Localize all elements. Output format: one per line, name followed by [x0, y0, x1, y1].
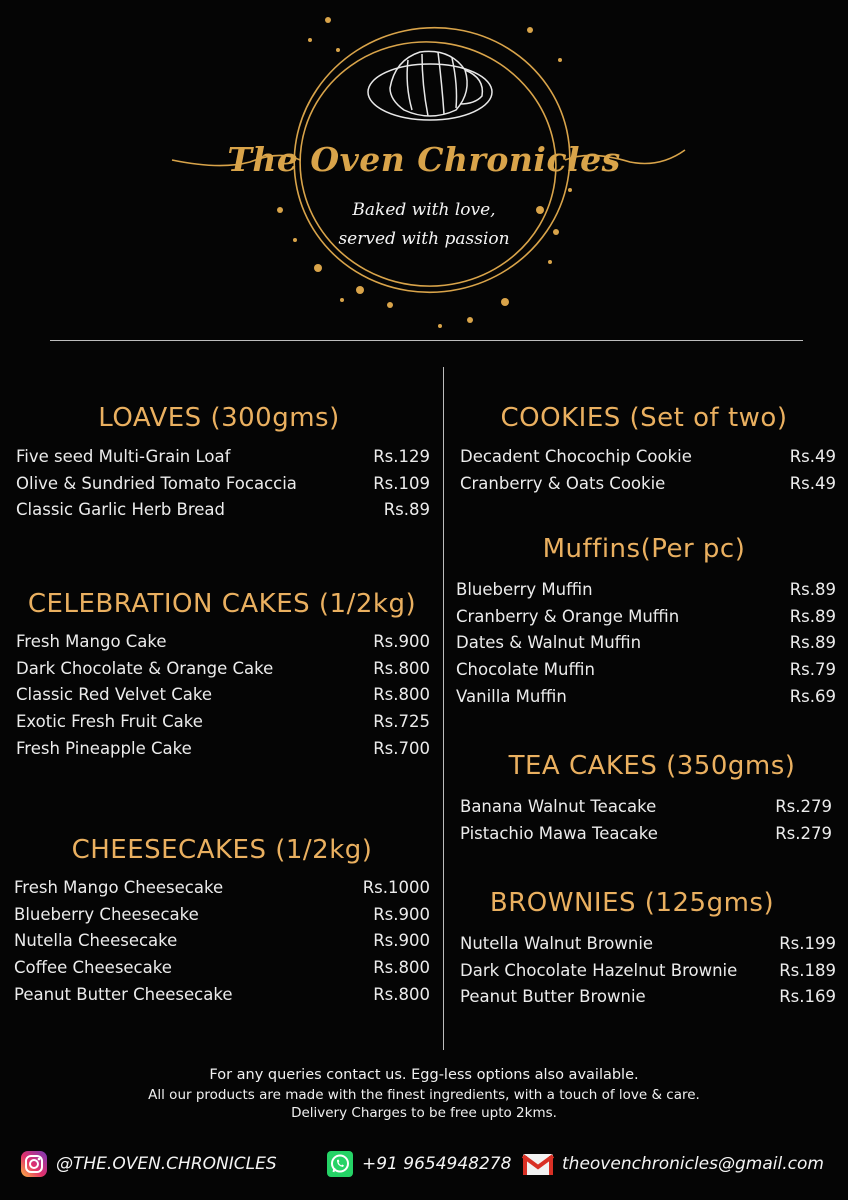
muffins-list	[456, 576, 836, 710]
footer-line-1: For any queries contact us. Egg-less options also available.	[209, 1067, 639, 1083]
footer-line-2: All our products are made with the finest ingredients, with a touch of love & care.	[148, 1087, 700, 1103]
cookies-list	[460, 443, 836, 497]
instagram-contact[interactable]	[20, 1150, 277, 1178]
menu-item-price: Rs.800	[373, 958, 430, 978]
menu-item-name: Peanut Butter Brownie	[460, 987, 646, 1007]
menu-item-name: Pistachio Mawa Teacake	[460, 823, 658, 843]
menu-item	[456, 603, 836, 630]
menu-item	[14, 981, 430, 1008]
menu-item	[460, 930, 836, 957]
menu-item-price: Rs.700	[373, 739, 430, 759]
menu-item	[14, 954, 430, 981]
menu-item-name: Cranberry & Oats Cookie	[460, 473, 666, 493]
menu-item-price: Rs.49	[789, 473, 836, 493]
menu-item	[460, 793, 832, 820]
menu-item	[456, 656, 836, 683]
menu-item-name: Fresh Mango Cake	[16, 631, 167, 651]
brand-name: The Oven Chronicles	[227, 140, 621, 179]
menu-item-price: Rs.800	[373, 685, 430, 705]
menu-item-price: Rs.79	[789, 660, 836, 680]
menu-item-price: Rs.279	[775, 823, 832, 843]
menu-item-name: Five seed Multi-Grain Loaf	[16, 446, 231, 466]
menu-item-name: Fresh Mango Cheesecake	[14, 877, 224, 897]
menu-item-name: Classic Red Velvet Cake	[16, 685, 213, 705]
menu-item	[14, 874, 430, 901]
menu-item	[16, 628, 430, 655]
menu-item-price: Rs.900	[373, 931, 430, 951]
menu-item-name: Dates & Walnut Muffin	[456, 633, 642, 653]
tagline-line-1: Baked with love,	[352, 200, 496, 220]
menu-item	[14, 901, 430, 928]
menu-item-name: Nutella Walnut Brownie	[460, 933, 654, 953]
email-contact[interactable]	[522, 1150, 824, 1178]
whatsapp-contact[interactable]	[326, 1150, 511, 1178]
menu-item-price: Rs.49	[789, 446, 836, 466]
menu-item-price: Rs.800	[373, 985, 430, 1005]
section-title-brownies: BROWNIES (125gms)	[489, 888, 775, 918]
menu-item	[16, 497, 430, 524]
menu-item-price: Rs.900	[373, 904, 430, 924]
menu-item-price: Rs.129	[373, 446, 430, 466]
instagram-icon	[20, 1150, 48, 1178]
menu-item-name: Vanilla Muffin	[456, 687, 567, 707]
menu-item	[456, 683, 836, 710]
menu-item	[16, 443, 430, 470]
menu-item	[16, 655, 430, 682]
menu-item-name: Exotic Fresh Fruit Cake	[16, 712, 203, 732]
column-divider	[443, 367, 444, 1050]
menu-item-name: Decadent Chocochip Cookie	[460, 446, 692, 466]
menu-item	[456, 576, 836, 603]
menu-item-name: Olive & Sundried Tomato Focaccia	[16, 473, 297, 493]
menu-item-name: Nutella Cheesecake	[14, 931, 178, 951]
menu-item	[14, 928, 430, 955]
menu-item	[16, 735, 430, 762]
menu-item-name: Banana Walnut Teacake	[460, 796, 657, 816]
menu-item	[460, 470, 836, 497]
menu-item	[460, 443, 836, 470]
menu-item-name: Classic Garlic Herb Bread	[16, 500, 226, 520]
cheesecakes-list	[14, 874, 430, 1008]
whatsapp-icon	[326, 1150, 354, 1178]
celebration-cakes-list	[16, 628, 430, 762]
menu-item	[16, 682, 430, 709]
menu-item-price: Rs.69	[789, 687, 836, 707]
whatsapp-number: +91 9654948278	[362, 1154, 512, 1174]
menu-item-name: Dark Chocolate & Orange Cake	[16, 658, 274, 678]
email-address: theovenchronicles@gmail.com	[562, 1154, 824, 1174]
menu-item	[16, 470, 430, 497]
menu-item	[16, 708, 430, 735]
section-title-tea-cakes: TEA CAKES (350gms)	[508, 751, 796, 781]
menu-item	[460, 957, 836, 984]
gmail-icon	[522, 1150, 554, 1178]
footer-line-3: Delivery Charges to be free upto 2kms.	[291, 1105, 557, 1121]
menu-item-price: Rs.89	[383, 500, 430, 520]
brownies-list	[460, 930, 836, 1010]
section-title-celebration-cakes: CELEBRATION CAKES (1/2kg)	[27, 589, 417, 619]
menu-item-name: Blueberry Muffin	[456, 579, 593, 599]
menu-item-price: Rs.199	[779, 933, 836, 953]
loaves-list	[16, 443, 430, 523]
menu-item-price: Rs.1000	[362, 877, 430, 897]
menu-item-price: Rs.109	[373, 473, 430, 493]
menu-item-name: Peanut Butter Cheesecake	[14, 985, 233, 1005]
menu-item-name: Dark Chocolate Hazelnut Brownie	[460, 960, 738, 980]
menu-item-name: Coffee Cheesecake	[14, 958, 172, 978]
menu-item-name: Blueberry Cheesecake	[14, 904, 199, 924]
menu-item-price: Rs.800	[373, 658, 430, 678]
menu-item	[460, 984, 836, 1011]
header-divider	[50, 340, 803, 341]
menu-item-price: Rs.725	[373, 712, 430, 732]
menu-item-price: Rs.89	[789, 633, 836, 653]
section-title-loaves: LOAVES (300gms)	[98, 403, 340, 433]
menu-item-price: Rs.169	[779, 987, 836, 1007]
menu-item-name: Fresh Pineapple Cake	[16, 739, 192, 759]
menu-item-price: Rs.89	[789, 606, 836, 626]
menu-item-price: Rs.279	[775, 796, 832, 816]
instagram-handle: @THE.OVEN.CHRONICLES	[56, 1154, 277, 1174]
menu-item	[456, 630, 836, 657]
section-title-muffins: Muffins(Per pc)	[542, 534, 746, 564]
menu-item-price: Rs.189	[779, 960, 836, 980]
menu-item-name: Chocolate Muffin	[456, 660, 595, 680]
section-title-cheesecakes: CHEESECAKES (1/2kg)	[71, 835, 373, 865]
menu-item-price: Rs.900	[373, 631, 430, 651]
menu-item-name: Cranberry & Orange Muffin	[456, 606, 680, 626]
tagline-line-2: served with passion	[338, 229, 510, 249]
section-title-cookies: COOKIES (Set of two)	[500, 403, 788, 433]
menu-item-price: Rs.89	[789, 579, 836, 599]
menu-item	[460, 820, 832, 847]
tea-cakes-list	[460, 793, 832, 847]
